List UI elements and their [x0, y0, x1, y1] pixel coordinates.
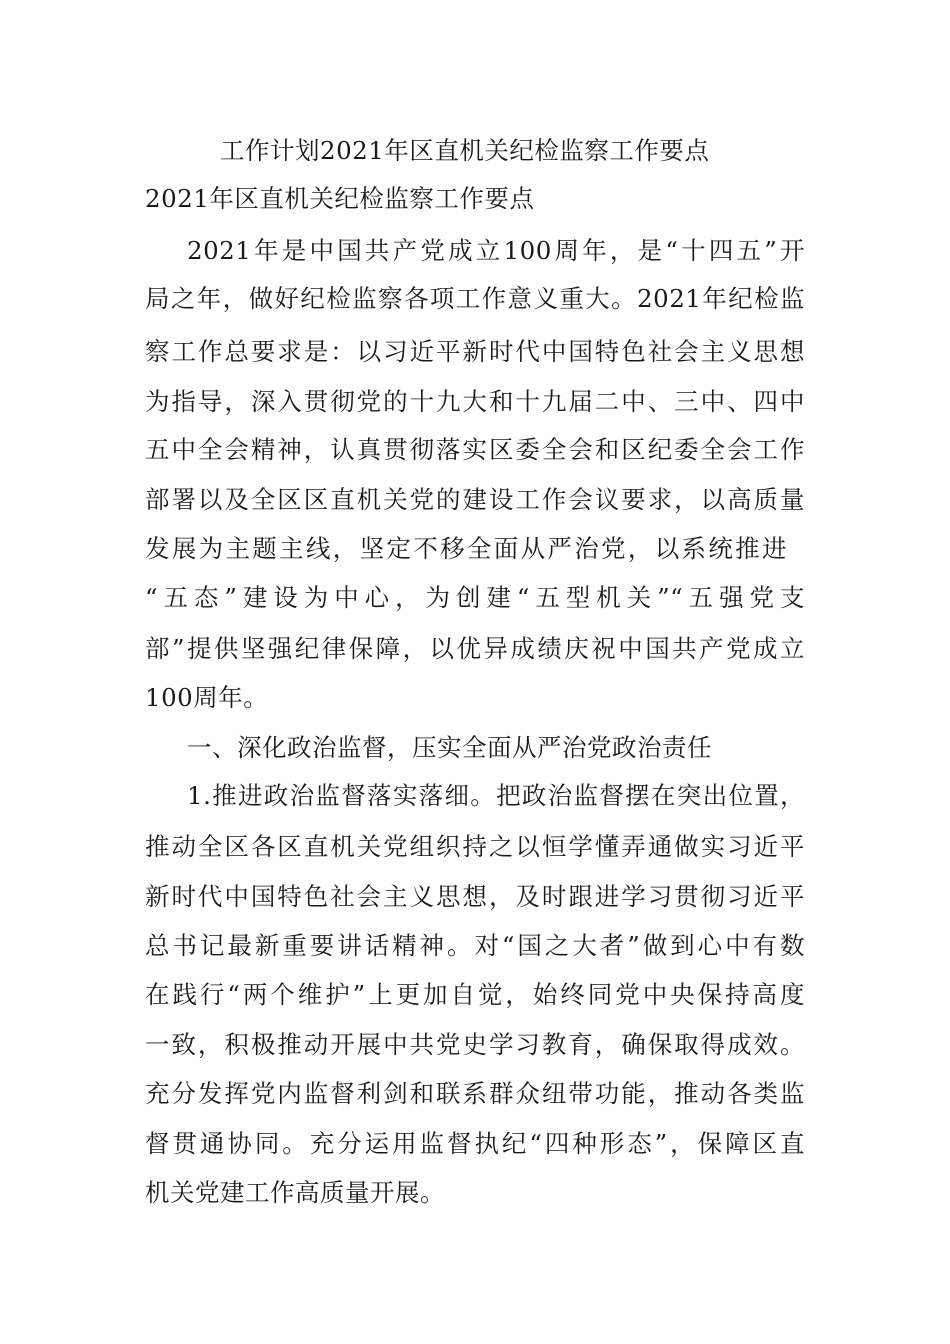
paragraph-line: 充分发挥党内监督利剑和联系群众纽带功能，推动各类监	[145, 1079, 805, 1108]
paragraph-line: 局之年，做好纪检监察各项工作意义重大。2021年纪检监	[145, 284, 805, 313]
paragraph-line: 100周年。	[145, 683, 269, 712]
paragraph-line: 五中全会精神，认真贯彻落实区委全会和区纪委全会工作	[145, 435, 805, 464]
section-heading: 一、深化政治监督，压实全面从严治党政治责任	[187, 733, 712, 762]
paragraph-line: “五态”建设为中心，为创建“五型机关”“五强党支	[145, 583, 805, 612]
paragraph-line: 2021年是中国共产党成立100周年，是“十四五”开	[187, 236, 805, 265]
document-title: 工作计划2021年区直机关纪检监察工作要点	[220, 136, 710, 165]
paragraph-line: 为指导，深入贯彻党的十九大和十九届二中、三中、四中	[145, 387, 805, 416]
paragraph-line: 发展为主题主线，坚定不移全面从严治党，以系统推进	[145, 534, 787, 563]
paragraph-line: 一致，积极推动开展中共党史学习教育，确保取得成效。	[145, 1030, 805, 1059]
paragraph-line: 总书记最新重要讲话精神。对“国之大者”做到心中有数	[145, 931, 805, 960]
paragraph-line: 推动全区各区直机关党组织持之以恒学懂弄通做实习近平	[145, 832, 805, 861]
paragraph-line: 察工作总要求是：以习近平新时代中国特色社会主义思想	[145, 337, 805, 366]
paragraph-line: 新时代中国特色社会主义思想，及时跟进学习贯彻习近平	[145, 882, 805, 911]
paragraph-line: 部”提供坚强纪律保障，以优异成绩庆祝中国共产党成立	[145, 634, 805, 663]
document-subtitle: 2021年区直机关纪检监察工作要点	[145, 184, 535, 213]
paragraph-line: 1.推进政治监督落实落细。把政治监督摆在突出位置，	[187, 781, 805, 810]
paragraph-line: 在践行“两个维护”上更加自觉，始终同党中央保持高度	[145, 980, 805, 1009]
paragraph-line: 部署以及全区区直机关党的建设工作会议要求，以高质量	[145, 485, 805, 514]
paragraph-line: 督贯通协同。充分运用监督执纪“四种形态”，保障区直	[145, 1129, 805, 1158]
paragraph-line: 机关党建工作高质量开展。	[145, 1178, 445, 1207]
